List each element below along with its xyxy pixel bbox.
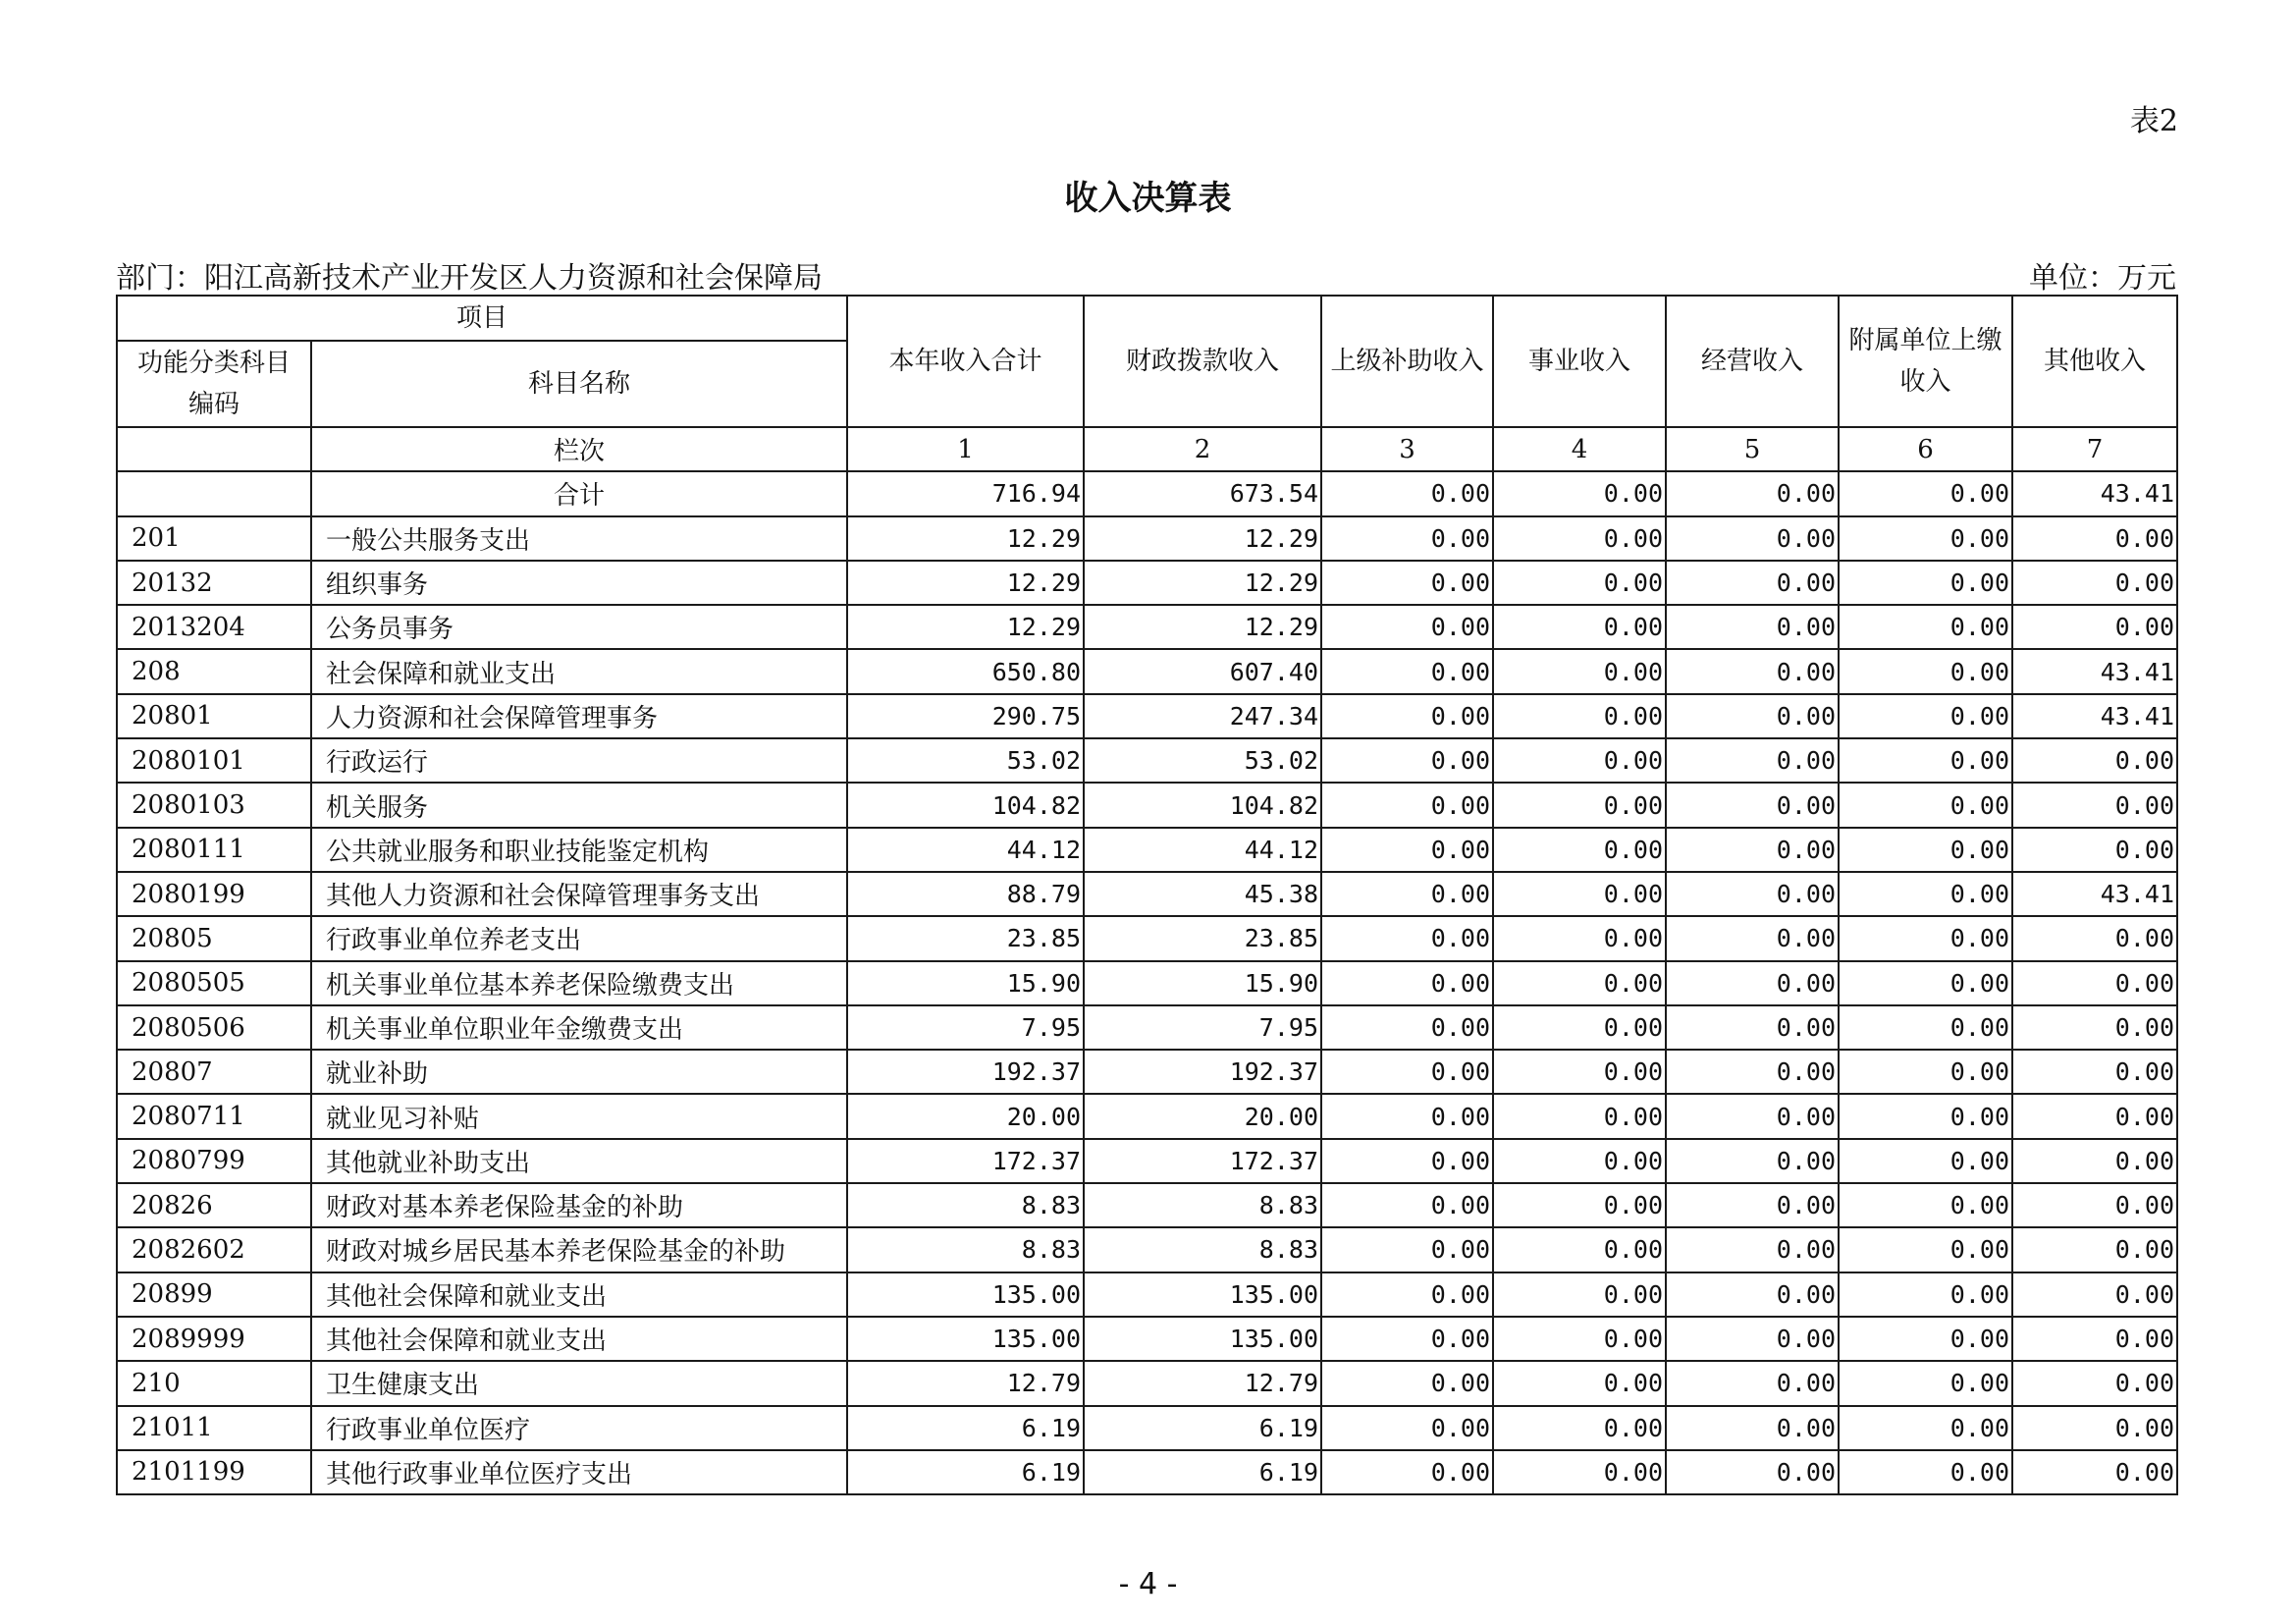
amount-cell: 0.00 <box>1493 1183 1666 1227</box>
amount-cell: 20.00 <box>1084 1094 1321 1138</box>
amount-cell: 0.00 <box>1321 649 1493 693</box>
amount-cell: 6.19 <box>847 1450 1084 1494</box>
amount-cell: 0.00 <box>1493 961 1666 1005</box>
amount-cell: 0.00 <box>1839 561 2012 605</box>
subject-code: 20807 <box>117 1050 311 1094</box>
amount-cell: 0.00 <box>2012 605 2177 649</box>
amount-cell: 0.00 <box>1666 1094 1839 1138</box>
amount-cell: 0.00 <box>1493 1094 1666 1138</box>
page-number: - 4 - <box>1118 1567 1178 1601</box>
subject-name: 行政事业单位医疗 <box>311 1406 847 1450</box>
amount-cell: 15.90 <box>1084 961 1321 1005</box>
amount-cell: 0.00 <box>2012 516 2177 561</box>
amount-cell: 12.29 <box>1084 561 1321 605</box>
amount-cell: 0.00 <box>1839 961 2012 1005</box>
amount-cell: 0.00 <box>2012 1361 2177 1405</box>
amount-cell: 0.00 <box>2012 916 2177 960</box>
amount-cell: 0.00 <box>1321 1317 1493 1361</box>
amount-cell: 0.00 <box>1839 516 2012 561</box>
amount-cell: 0.00 <box>1321 828 1493 872</box>
col-header-1: 本年收入合计 <box>847 296 1084 427</box>
amount-cell: 12.79 <box>1084 1361 1321 1405</box>
amount-cell: 0.00 <box>1666 783 1839 827</box>
amount-cell: 43.41 <box>2012 872 2177 916</box>
amount-cell: 0.00 <box>2012 1183 2177 1227</box>
amount-cell: 0.00 <box>1839 828 2012 872</box>
table-row <box>117 1450 2177 1494</box>
subject-name: 卫生健康支出 <box>311 1361 847 1405</box>
amount-cell: 0.00 <box>1321 1361 1493 1405</box>
amount-cell: 0.00 <box>1839 1139 2012 1183</box>
amount-cell: 135.00 <box>1084 1317 1321 1361</box>
amount-cell: 0.00 <box>2012 1272 2177 1317</box>
project-group-header: 项目 <box>117 296 847 341</box>
amount-cell: 104.82 <box>847 783 1084 827</box>
table-row <box>117 1005 2177 1050</box>
amount-cell: 0.00 <box>1666 649 1839 693</box>
table-row <box>117 561 2177 605</box>
subject-name: 财政对城乡居民基本养老保险基金的补助 <box>311 1227 847 1272</box>
amount-cell: 6.19 <box>847 1406 1084 1450</box>
col-header-2: 财政拨款收入 <box>1084 296 1321 427</box>
table-row <box>117 1317 2177 1361</box>
amount-cell: 0.00 <box>1839 1183 2012 1227</box>
amount-cell: 0.00 <box>1493 872 1666 916</box>
amount-cell: 0.00 <box>1321 1406 1493 1450</box>
amount-cell: 0.00 <box>1839 872 2012 916</box>
table-row <box>117 916 2177 960</box>
amount-cell: 0.00 <box>1321 561 1493 605</box>
amount-cell: 0.00 <box>1839 1450 2012 1494</box>
amount-cell: 0.00 <box>1321 916 1493 960</box>
amount-cell: 0.00 <box>1493 1317 1666 1361</box>
amount-cell: 0.00 <box>1839 471 2012 515</box>
subject-code: 2080199 <box>117 872 311 916</box>
amount-cell: 0.00 <box>1493 1272 1666 1317</box>
amount-cell: 0.00 <box>1321 1050 1493 1094</box>
amount-cell: 172.37 <box>847 1139 1084 1183</box>
amount-cell: 12.79 <box>847 1361 1084 1405</box>
subject-code: 201 <box>117 516 311 561</box>
amount-cell: 716.94 <box>847 471 1084 515</box>
amount-cell: 0.00 <box>2012 961 2177 1005</box>
amount-cell: 12.29 <box>1084 516 1321 561</box>
amount-cell: 0.00 <box>1839 694 2012 738</box>
income-final-accounts-table <box>116 295 2178 1495</box>
amount-cell: 0.00 <box>2012 1406 2177 1450</box>
col-header-4: 事业收入 <box>1493 296 1666 427</box>
amount-cell: 0.00 <box>1321 1183 1493 1227</box>
table-row <box>117 1139 2177 1183</box>
amount-cell: 20.00 <box>847 1094 1084 1138</box>
table-row <box>117 1094 2177 1138</box>
code-header: 功能分类科目编码 <box>117 341 311 427</box>
subject-code <box>117 471 311 515</box>
amount-cell: 0.00 <box>1493 694 1666 738</box>
table-row <box>117 1406 2177 1450</box>
amount-cell: 23.85 <box>1084 916 1321 960</box>
table-row <box>117 872 2177 916</box>
amount-cell: 0.00 <box>1839 1227 2012 1272</box>
amount-cell: 0.00 <box>1666 694 1839 738</box>
index-number: 3 <box>1321 427 1493 471</box>
department-label: 部门：阳江高新技术产业开发区人力资源和社会保障局 <box>116 261 823 296</box>
amount-cell: 0.00 <box>2012 1139 2177 1183</box>
amount-cell: 0.00 <box>1493 738 1666 783</box>
amount-cell: 104.82 <box>1084 783 1321 827</box>
subject-code: 2080103 <box>117 783 311 827</box>
subject-code: 208 <box>117 649 311 693</box>
index-number: 5 <box>1666 427 1839 471</box>
amount-cell: 88.79 <box>847 872 1084 916</box>
amount-cell: 0.00 <box>1839 783 2012 827</box>
amount-cell: 43.41 <box>2012 694 2177 738</box>
amount-cell: 0.00 <box>1666 1139 1839 1183</box>
amount-cell: 0.00 <box>1839 1406 2012 1450</box>
amount-cell: 0.00 <box>1666 1317 1839 1361</box>
table-row <box>117 649 2177 693</box>
index-number: 1 <box>847 427 1084 471</box>
subject-code: 2080111 <box>117 828 311 872</box>
amount-cell: 8.83 <box>847 1227 1084 1272</box>
amount-cell: 0.00 <box>1493 1227 1666 1272</box>
subject-code: 2080506 <box>117 1005 311 1050</box>
amount-cell: 12.29 <box>847 516 1084 561</box>
col-header-7: 其他收入 <box>2012 296 2177 427</box>
amount-cell: 0.00 <box>1839 605 2012 649</box>
subject-code: 210 <box>117 1361 311 1405</box>
amount-cell: 0.00 <box>2012 738 2177 783</box>
index-number: 2 <box>1084 427 1321 471</box>
subject-name: 社会保障和就业支出 <box>311 649 847 693</box>
table-row <box>117 694 2177 738</box>
amount-cell: 0.00 <box>1666 1450 1839 1494</box>
amount-cell: 43.41 <box>2012 649 2177 693</box>
table-row <box>117 1183 2177 1227</box>
amount-cell: 0.00 <box>1493 916 1666 960</box>
amount-cell: 0.00 <box>2012 1050 2177 1094</box>
amount-cell: 172.37 <box>1084 1139 1321 1183</box>
table-row <box>117 961 2177 1005</box>
amount-cell: 0.00 <box>1493 783 1666 827</box>
amount-cell: 0.00 <box>1493 1005 1666 1050</box>
amount-cell: 0.00 <box>1666 1227 1839 1272</box>
amount-cell: 607.40 <box>1084 649 1321 693</box>
amount-cell: 0.00 <box>1839 649 2012 693</box>
subject-name: 其他社会保障和就业支出 <box>311 1272 847 1317</box>
amount-cell: 23.85 <box>847 916 1084 960</box>
subject-name: 行政运行 <box>311 738 847 783</box>
amount-cell: 0.00 <box>1493 471 1666 515</box>
amount-cell: 0.00 <box>1321 783 1493 827</box>
amount-cell: 0.00 <box>1321 1094 1493 1138</box>
subject-name: 公务员事务 <box>311 605 847 649</box>
amount-cell: 0.00 <box>1493 1050 1666 1094</box>
amount-cell: 192.37 <box>847 1050 1084 1094</box>
subject-name: 其他人力资源和社会保障管理事务支出 <box>311 872 847 916</box>
amount-cell: 0.00 <box>1839 1361 2012 1405</box>
table-row <box>117 1227 2177 1272</box>
subject-name: 合计 <box>311 471 847 515</box>
amount-cell: 0.00 <box>1666 872 1839 916</box>
amount-cell: 6.19 <box>1084 1450 1321 1494</box>
amount-cell: 0.00 <box>1321 1005 1493 1050</box>
amount-cell: 0.00 <box>2012 1317 2177 1361</box>
subject-name: 机关事业单位职业年金缴费支出 <box>311 1005 847 1050</box>
subject-code: 20899 <box>117 1272 311 1317</box>
amount-cell: 0.00 <box>1493 1406 1666 1450</box>
subject-name: 行政事业单位养老支出 <box>311 916 847 960</box>
subject-name: 其他社会保障和就业支出 <box>311 1317 847 1361</box>
subject-code: 2080711 <box>117 1094 311 1138</box>
amount-cell: 0.00 <box>1666 605 1839 649</box>
amount-cell: 0.00 <box>2012 1450 2177 1494</box>
subject-code: 2080505 <box>117 961 311 1005</box>
index-number: 7 <box>2012 427 2177 471</box>
subject-name: 一般公共服务支出 <box>311 516 847 561</box>
total-row <box>117 471 2177 515</box>
amount-cell: 0.00 <box>1493 1450 1666 1494</box>
index-number: 4 <box>1493 427 1666 471</box>
amount-cell: 8.83 <box>1084 1227 1321 1272</box>
amount-cell: 0.00 <box>1666 471 1839 515</box>
amount-cell: 0.00 <box>1839 1050 2012 1094</box>
amount-cell: 0.00 <box>1321 516 1493 561</box>
amount-cell: 0.00 <box>1493 605 1666 649</box>
amount-cell: 0.00 <box>1321 961 1493 1005</box>
col-header-3: 上级补助收入 <box>1321 296 1493 427</box>
amount-cell: 0.00 <box>1493 1139 1666 1183</box>
amount-cell: 0.00 <box>1666 1272 1839 1317</box>
amount-cell: 8.83 <box>1084 1183 1321 1227</box>
amount-cell: 0.00 <box>1321 694 1493 738</box>
subject-name: 就业见习补贴 <box>311 1094 847 1138</box>
amount-cell: 0.00 <box>1321 1227 1493 1272</box>
amount-cell: 0.00 <box>2012 561 2177 605</box>
subject-code: 2013204 <box>117 605 311 649</box>
amount-cell: 0.00 <box>1839 1317 2012 1361</box>
amount-cell: 0.00 <box>1666 828 1839 872</box>
amount-cell: 192.37 <box>1084 1050 1321 1094</box>
amount-cell: 12.29 <box>847 605 1084 649</box>
amount-cell: 0.00 <box>1321 471 1493 515</box>
table-number: 表2 <box>2129 104 2178 138</box>
amount-cell: 0.00 <box>1839 1005 2012 1050</box>
table-row <box>117 828 2177 872</box>
table-row <box>117 605 2177 649</box>
subject-code: 20826 <box>117 1183 311 1227</box>
amount-cell: 135.00 <box>847 1272 1084 1317</box>
amount-cell: 6.19 <box>1084 1406 1321 1450</box>
subject-name: 机关事业单位基本养老保险缴费支出 <box>311 961 847 1005</box>
table-row <box>117 738 2177 783</box>
amount-cell: 0.00 <box>1493 649 1666 693</box>
subject-name: 公共就业服务和职业技能鉴定机构 <box>311 828 847 872</box>
amount-cell: 0.00 <box>1666 516 1839 561</box>
amount-cell: 0.00 <box>1666 961 1839 1005</box>
amount-cell: 0.00 <box>1493 561 1666 605</box>
amount-cell: 0.00 <box>1493 1361 1666 1405</box>
amount-cell: 12.29 <box>1084 605 1321 649</box>
subject-name: 人力资源和社会保障管理事务 <box>311 694 847 738</box>
amount-cell: 0.00 <box>1839 916 2012 960</box>
amount-cell: 0.00 <box>1321 605 1493 649</box>
amount-cell: 0.00 <box>2012 1094 2177 1138</box>
amount-cell: 7.95 <box>847 1005 1084 1050</box>
amount-cell: 673.54 <box>1084 471 1321 515</box>
amount-cell: 0.00 <box>2012 783 2177 827</box>
amount-cell: 45.38 <box>1084 872 1321 916</box>
amount-cell: 15.90 <box>847 961 1084 1005</box>
amount-cell: 0.00 <box>1666 916 1839 960</box>
subject-code: 21011 <box>117 1406 311 1450</box>
amount-cell: 44.12 <box>847 828 1084 872</box>
amount-cell: 0.00 <box>2012 828 2177 872</box>
page-title: 收入决算表 <box>1064 179 1232 218</box>
amount-cell: 0.00 <box>1666 1050 1839 1094</box>
subject-code: 2082602 <box>117 1227 311 1272</box>
subject-code: 20132 <box>117 561 311 605</box>
amount-cell: 247.34 <box>1084 694 1321 738</box>
amount-cell: 135.00 <box>1084 1272 1321 1317</box>
amount-cell: 135.00 <box>847 1317 1084 1361</box>
amount-cell: 0.00 <box>2012 1005 2177 1050</box>
amount-cell: 650.80 <box>847 649 1084 693</box>
amount-cell: 7.95 <box>1084 1005 1321 1050</box>
table-row <box>117 1272 2177 1317</box>
subject-name: 其他行政事业单位医疗支出 <box>311 1450 847 1494</box>
amount-cell: 0.00 <box>1493 828 1666 872</box>
amount-cell: 0.00 <box>1321 1272 1493 1317</box>
amount-cell: 0.00 <box>1666 1406 1839 1450</box>
subject-code: 2080101 <box>117 738 311 783</box>
amount-cell: 0.00 <box>2012 1227 2177 1272</box>
amount-cell: 0.00 <box>1321 738 1493 783</box>
amount-cell: 0.00 <box>1839 738 2012 783</box>
amount-cell: 8.83 <box>847 1183 1084 1227</box>
amount-cell: 0.00 <box>1666 1361 1839 1405</box>
amount-cell: 44.12 <box>1084 828 1321 872</box>
table-row <box>117 1361 2177 1405</box>
amount-cell: 290.75 <box>847 694 1084 738</box>
subject-name: 就业补助 <box>311 1050 847 1094</box>
subject-name: 其他就业补助支出 <box>311 1139 847 1183</box>
col-header-5: 经营收入 <box>1666 296 1839 427</box>
index-label: 栏次 <box>311 427 847 471</box>
amount-cell: 0.00 <box>1321 872 1493 916</box>
amount-cell: 0.00 <box>1839 1272 2012 1317</box>
amount-cell: 0.00 <box>1666 1183 1839 1227</box>
amount-cell: 0.00 <box>1321 1450 1493 1494</box>
table-row <box>117 783 2177 827</box>
col-header-6: 附属单位上缴收入 <box>1839 296 2012 427</box>
subject-code: 2080799 <box>117 1139 311 1183</box>
amount-cell: 0.00 <box>1839 1094 2012 1138</box>
subject-code: 2089999 <box>117 1317 311 1361</box>
unit-label: 单位：万元 <box>2029 261 2176 296</box>
index-number: 6 <box>1839 427 2012 471</box>
name-header: 科目名称 <box>311 341 847 427</box>
amount-cell: 0.00 <box>1666 1005 1839 1050</box>
subject-code: 20801 <box>117 694 311 738</box>
subject-name: 组织事务 <box>311 561 847 605</box>
amount-cell: 0.00 <box>1666 738 1839 783</box>
subject-name: 财政对基本养老保险基金的补助 <box>311 1183 847 1227</box>
amount-cell: 43.41 <box>2012 471 2177 515</box>
subject-code: 20805 <box>117 916 311 960</box>
amount-cell: 12.29 <box>847 561 1084 605</box>
amount-cell: 53.02 <box>1084 738 1321 783</box>
table-body <box>117 471 2177 1494</box>
table-row <box>117 516 2177 561</box>
amount-cell: 0.00 <box>1666 561 1839 605</box>
subject-code: 2101199 <box>117 1450 311 1494</box>
index-row <box>117 427 2177 471</box>
table-row <box>117 1050 2177 1094</box>
amount-cell: 0.00 <box>1321 1139 1493 1183</box>
subject-name: 机关服务 <box>311 783 847 827</box>
amount-cell: 53.02 <box>847 738 1084 783</box>
amount-cell: 0.00 <box>1493 516 1666 561</box>
